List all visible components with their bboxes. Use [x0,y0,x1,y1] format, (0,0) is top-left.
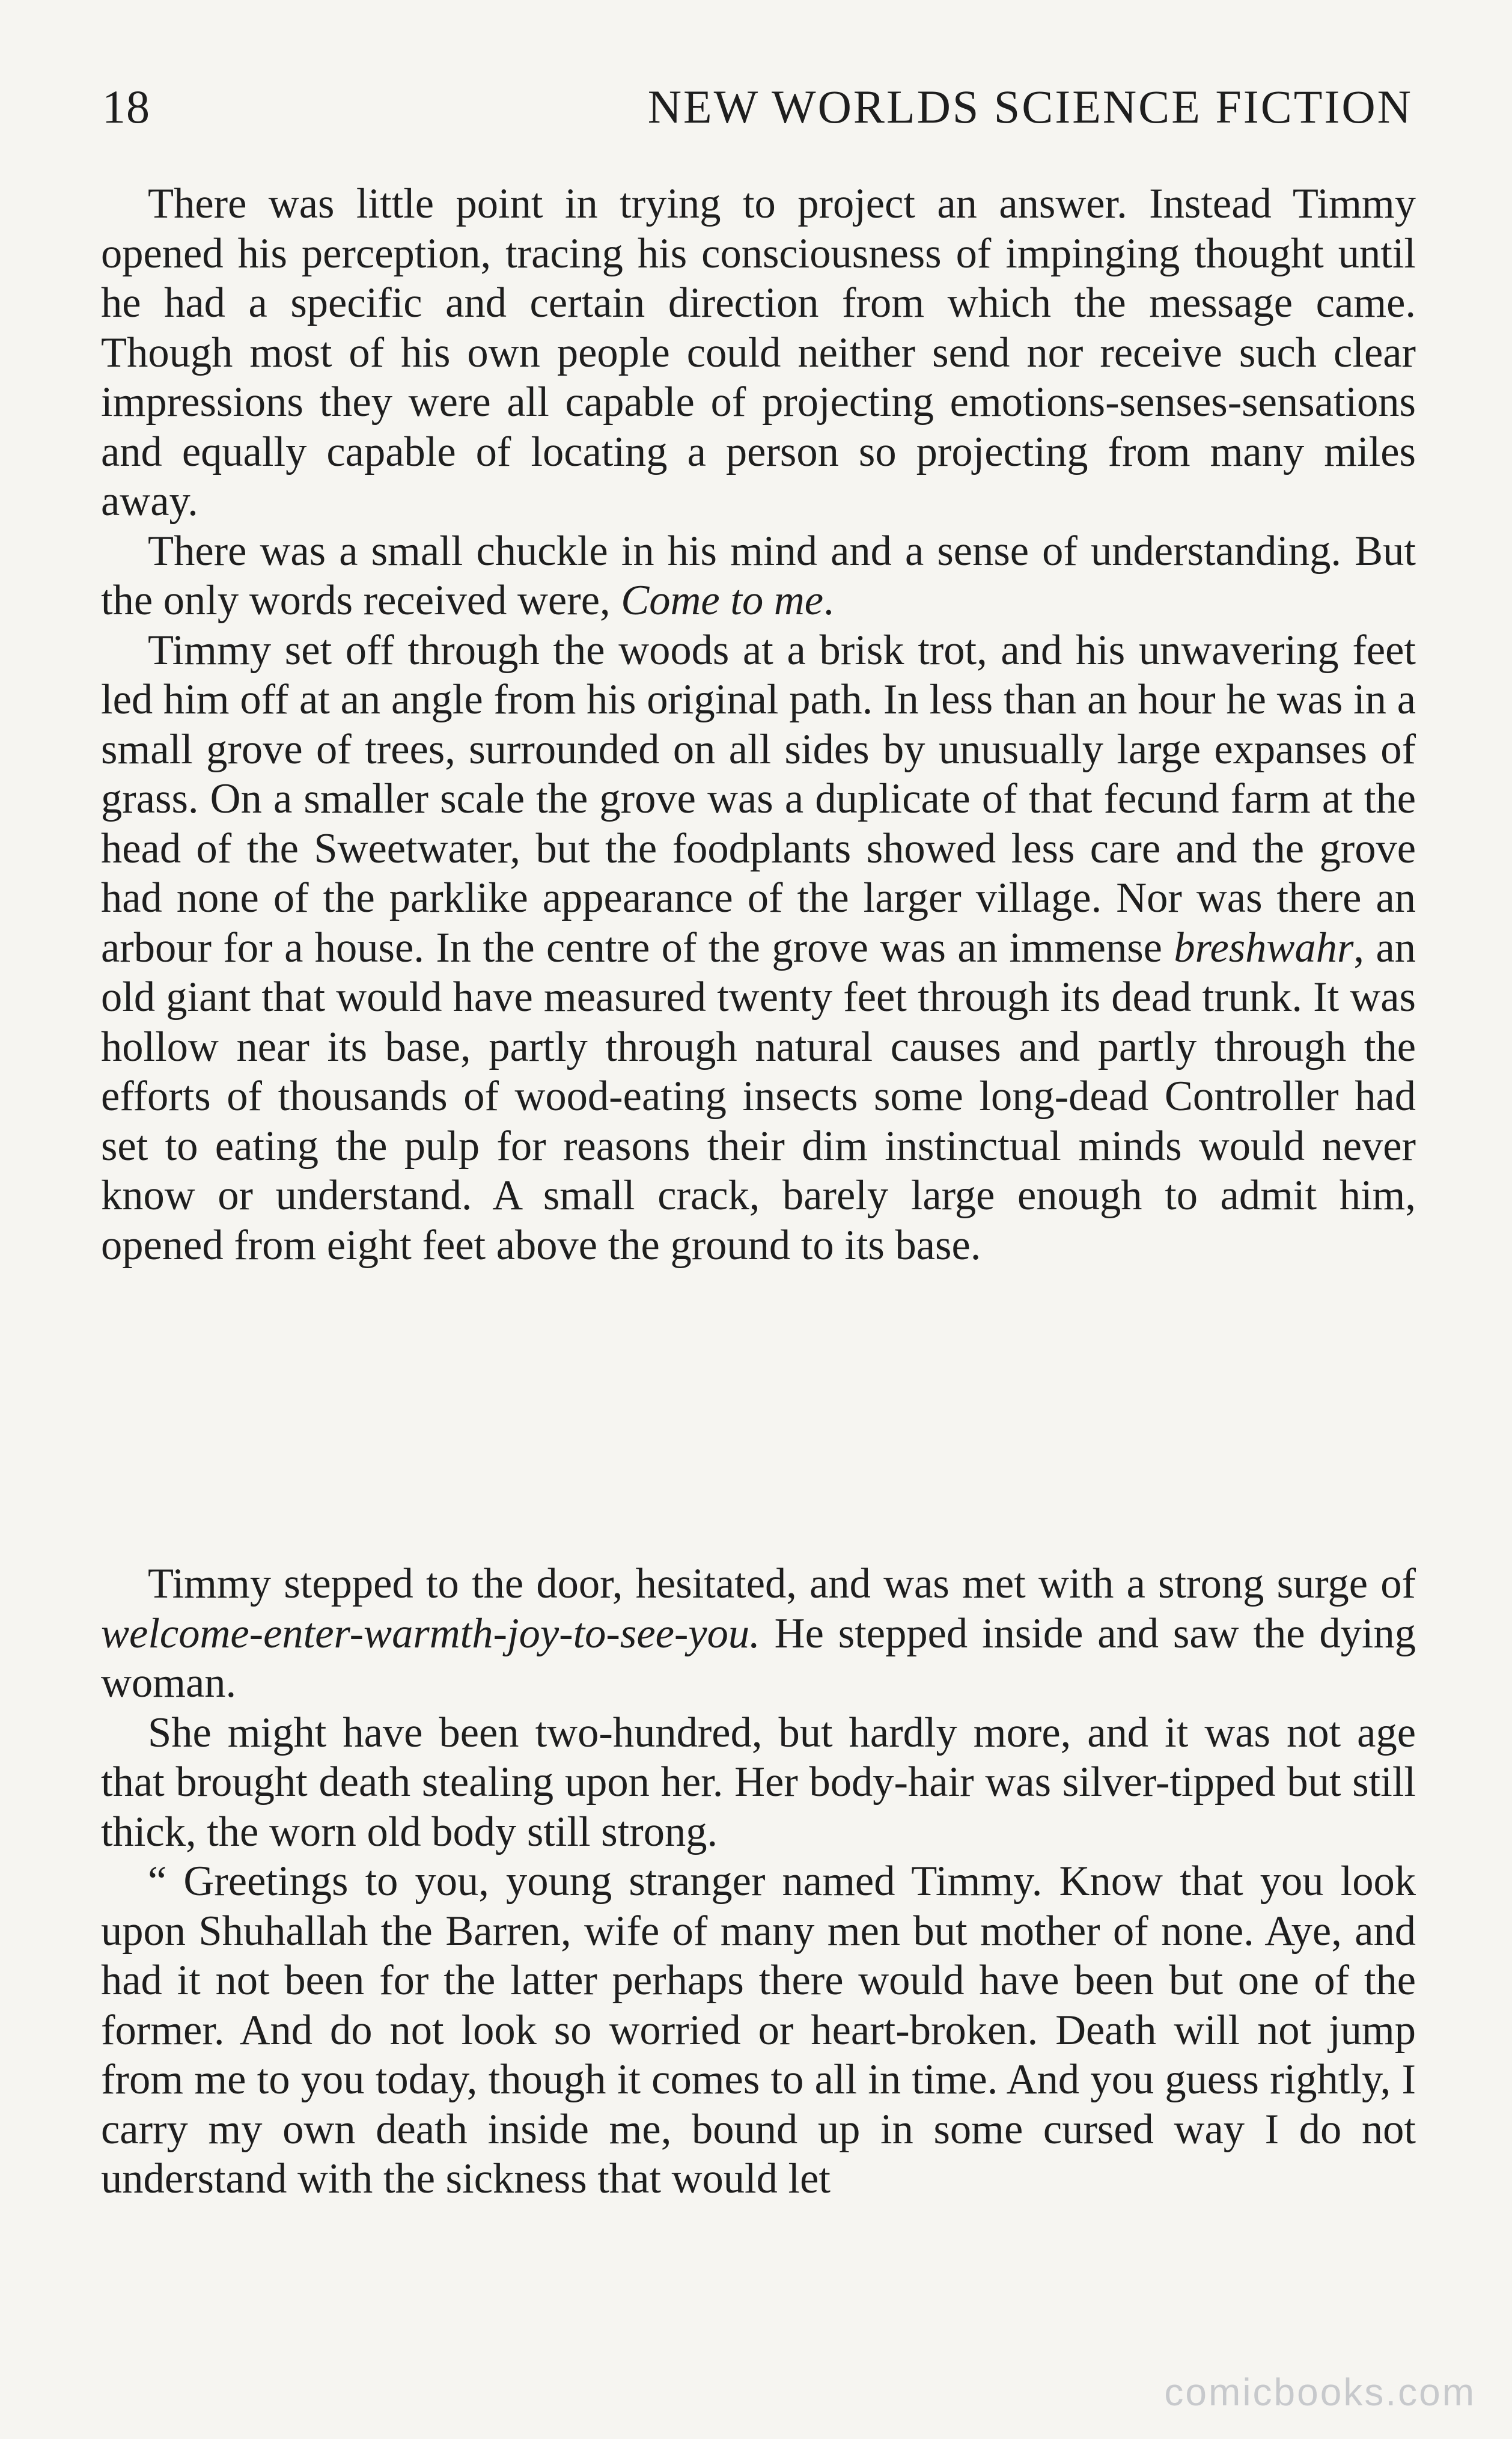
italic-text: Come to me [621,577,824,624]
page-number: 18 [102,81,150,133]
paragraph: Timmy set off through the woods at a brisk trot, and his unwavering feet led him off at an angle from his original path. In less than an hour he was in a small grove of trees, surrounded on all sides by unusually large expanses of grass. On a smaller scale the grove was a duplicate of that fecund farm at the head of the Sweetwater, but the foodplants showed less care and the grove had none of the parklike appearance of the larger village. Nor was there an arbour for a house. In the centre of the grove was an immense breshwahr, an old giant that would have measured twenty feet through its dead trunk. It was hollow near its base, partly through natural causes and partly through the efforts of thousands of wood-eating insects some long-dead Controller had set to eating the pulp for reasons their dim instinctual minds would never know or understand. A small crack, barely large enough to admit him, opened from eight feet above the ground to its base. [101,626,1416,1269]
paragraph: She might have been two-hundred, but hardly more, and it was not age that brought death stealing upon her. Her body-hair was silver-tipped but still thick, the worn old body still strong. [101,1709,1416,1855]
paragraph: There was a small chuckle in his mind and a sense of understanding. But the only words received were, Come to me. [101,527,1416,624]
running-title: NEW WORLDS SCIENCE FICTION [647,81,1413,133]
watermark-logo: comicbooks.com [1164,2370,1476,2414]
italic-text: breshwahr [1174,924,1354,971]
page-header [102,77,1413,137]
italic-text: welcome-enter-warmth-joy-to-see-you. [101,1610,760,1657]
paragraph: Timmy stepped to the door, hesitated, and was met with a strong surge of welcome-enter-warmth-joy-to-see-you. He stepped inside and saw the dying woman. [101,1560,1416,1706]
text-section-2 [101,1559,1416,2204]
paragraph: “ Greetings to you, young stranger named Timmy. Know that you look upon Shuhallah the Barren, wife of many men but mother of none. Aye, and had it not been for the latter perhaps there would have been but one of the former. And do not look so worried or heart-broken. Death will not jump from me to you today, though it comes to all in time. And you guess rightly, I carry my own death inside me, bound up in some cursed way I do not understand with the sickness that would let [101,1858,1416,2202]
text-section-1 [101,179,1416,1270]
paragraph: There was little point in trying to project an answer. Instead Timmy opened his perception, tracing his consciousness of impinging thought until he had a specific and certain direction from which the message came. Though most of his own people could neither send nor receive such clear impressions they were all capable of projecting emotions-senses-sensations and equally capable of locating a person so projecting from many miles away. [101,180,1416,525]
